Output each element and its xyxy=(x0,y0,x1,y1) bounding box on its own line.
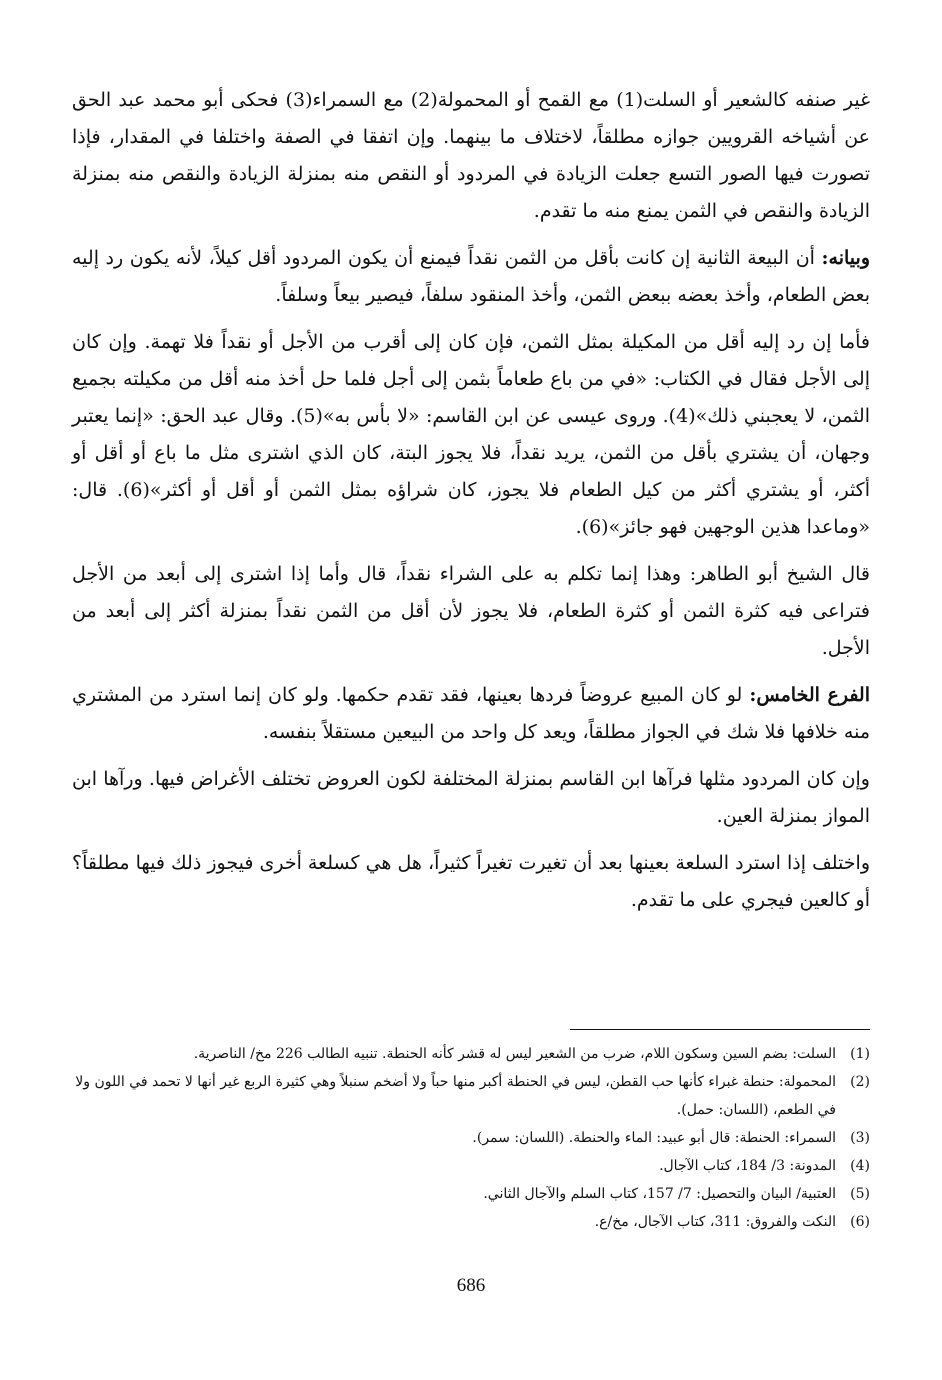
paragraph-6 xyxy=(72,761,870,835)
footnote-text: العتبية/ البيان والتحصيل: 7/ 157، كتاب السلم والآجال الثاني. xyxy=(483,1186,836,1202)
footnote-text: السمراء: الحنطة: قال أبو عبيد: الماء والحنطة. (اللسان: سمر). xyxy=(472,1130,836,1146)
page-number: 686 xyxy=(456,1275,486,1296)
footnote-number: (1) xyxy=(850,1046,870,1062)
footnote-number: (5) xyxy=(850,1186,870,1202)
footnote-number: (4) xyxy=(850,1158,870,1174)
paragraph-text: لو كان المبيع عروضاً فردها بعينها، فقد تقدم حكمها. ولو كان إنما استرد من المشتري منه خلافها فلا شك في الجواز مطلقاً، ويعد كل واحد من البيعين مستقلاً بنفسه. xyxy=(72,684,870,743)
footnote-item xyxy=(72,1040,870,1068)
paragraph-text: قال الشيخ أبو الطاهر: وهذا إنما تكلم به على الشراء نقداً، قال وأما إذا اشترى إلى أبعد من الأجل فتراعى فيه كثرة الثمن أو كثرة الطعام، فلا يجوز لأن أقل من الثمن نقداً بمنزلة أكثر إلى أبعد من الأجل. xyxy=(72,563,870,659)
paragraph-2 xyxy=(72,240,870,314)
footnote-number: (2) xyxy=(850,1074,870,1090)
paragraph-text: أن البيعة الثانية إن كانت بأقل من الثمن نقداً فيمنع أن يكون المردود أقل كيلاً، لأنه يكون رد إليه بعض الطعام، وأخذ بعضه ببعض الثمن، وأخذ المنقود سلفاً، فيصير بيعاً وسلفاً. xyxy=(72,247,870,306)
paragraph-lead: وبيانه: xyxy=(821,247,870,269)
footnote-item xyxy=(72,1068,870,1124)
footnote-item xyxy=(72,1180,870,1208)
paragraph-text: غير صنفه كالشعير أو السلت(1) مع القمح أو المحمولة(2) مع السمراء(3) فحكى أبو محمد عبد الحق عن أشياخه القرويين جوازه مطلقاً، لاختلاف ما بينهما. وإن اتفقا في الصفة واختلفا في المقدار، فإذا تصورت فيها الصور التسع جعلت الزيادة في المردود أو النقص منه بمنزلة الزيادة والنقص منه بمنزلة الزيادة والنقص في الثمن يمنع منه ما تقدم. xyxy=(72,89,870,222)
paragraph-text: فأما إن رد إليه أقل من المكيلة بمثل الثمن، فإن كان إلى أقرب من الأجل أو نقداً فلا تهمة. وإن كان إلى الأجل فقال في الكتاب: «في من باع طعاماً بثمن إلى أجل فلما حل أخذ منه أقل من مكيلته بجميع الثمن، لا يعجبني ذلك»(4). وروى عيسى عن ابن القاسم: «لا بأس به»(5). وقال عبد الحق: «إنما يعتبر وجهان، أن يشتري بأقل من الثمن، يريد نقداً، فلا يجوز البتة، كان الذي اشترى مثل ما باع أو أقل أو أكثر، أو يشتري أكثر من كيل الطعام فلا يجوز، كان شراؤه بمثل الثمن أو أقل أو أكثر»(6). قال: «وماعدا هذين الوجهين فهو جائز»(6). xyxy=(72,331,870,538)
main-text xyxy=(72,82,870,929)
paragraph-text: واختلف إذا استرد السلعة بعينها بعد أن تغيرت تغيراً كثيراً، هل هي كسلعة أخرى فيجوز ذلك فيها مطلقاً؟ أو كالعين فيجري على ما تقدم. xyxy=(72,852,870,911)
paragraph-3 xyxy=(72,324,870,546)
footnotes xyxy=(72,1040,870,1236)
paragraph-4 xyxy=(72,556,870,667)
footnote-item xyxy=(72,1208,870,1236)
paragraph-1 xyxy=(72,82,870,230)
footnote-item xyxy=(72,1124,870,1152)
footnote-item xyxy=(72,1152,870,1180)
footnote-text: المدونة: 3/ 184، كتاب الآجال. xyxy=(659,1158,836,1174)
footnote-number: (6) xyxy=(850,1214,870,1230)
footnote-text: المحمولة: حنطة غبراء كأنها حب القطن، ليس في الحنطة أكبر منها حباً ولا أضخم سنبلاً وهي كثيرة الربع غير أنها لا تحمد في اللون ولا في الطعم، (اللسان: حمل). xyxy=(75,1074,836,1118)
footnote-text: النكت والفروق: 311، كتاب الآجال، مخ/ع. xyxy=(594,1214,836,1230)
paragraph-5 xyxy=(72,677,870,751)
paragraph-text: وإن كان المردود مثلها فرآها ابن القاسم بمنزلة المختلفة لكون العروض تختلف الأغراض فيها. ورآها ابن المواز بمنزلة العين. xyxy=(72,768,870,827)
footnote-divider xyxy=(570,1029,870,1030)
footnote-number: (3) xyxy=(850,1130,870,1146)
section-heading: الفرع الخامس: xyxy=(749,684,870,706)
footnote-text: السلت: بضم السين وسكون اللام، ضرب من الشعير ليس له قشر كأنه الحنطة. تنبيه الطالب 226 مخ/ الناصرية. xyxy=(193,1046,836,1062)
paragraph-7 xyxy=(72,845,870,919)
